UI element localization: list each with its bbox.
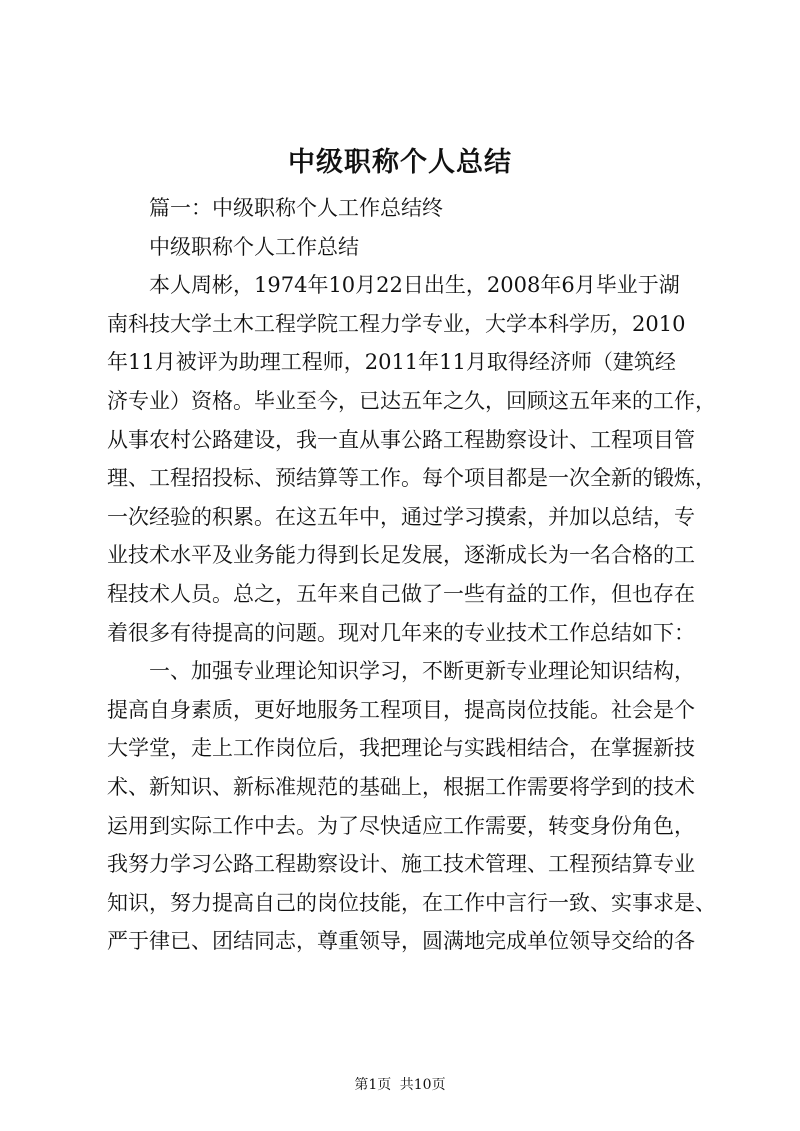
page-total: 共10页 — [399, 1077, 446, 1093]
body-line: 年11月被评为助理工程师，2011年11月取得经济师（建筑经 — [107, 350, 676, 375]
body-line: 严于律已、团结同志，尊重领导，圆满地完成单位领导交给的各 — [107, 929, 695, 954]
body-line: 运用到实际工作中去。为了尽快适应工作需要，转变身份角色， — [107, 813, 695, 838]
body-line: 济专业）资格。毕业至今，已达五年之久，回顾这五年来的工作， — [107, 388, 716, 413]
document-body — [107, 189, 716, 961]
body-line: 知识，努力提高自己的岗位技能，在工作中言行一致、实事求是、 — [107, 890, 716, 915]
body-line: 理、工程招投标、预结算等工作。每个项目都是一次全新的锻炼， — [107, 466, 716, 491]
document-title: 中级职称个人总结 — [288, 147, 512, 178]
body-line: 本人周彬，1974年10月22日出生，2008年6月毕业于湖 — [149, 273, 680, 298]
body-line: 着很多有待提高的问题。现对几年来的专业技术工作总结如下： — [107, 620, 695, 645]
body-line: 中级职称个人工作总结 — [149, 234, 359, 259]
page-footer — [0, 1074, 800, 1096]
body-line: 篇一：中级职称个人工作总结终 — [149, 196, 443, 220]
body-line: 术、新知识、新标准规范的基础上，根据工作需要将学到的技术 — [107, 774, 695, 799]
body-line: 大学堂，走上工作岗位后，我把理论与实践相结合，在掌握新技 — [107, 736, 695, 761]
body-line: 南科技大学土木工程学院工程力学专业，大学本科学历，2010 — [107, 311, 686, 336]
page-number: 第1页 — [354, 1077, 392, 1093]
body-line: 我努力学习公路工程勘察设计、施工技术管理、工程预结算专业 — [107, 852, 695, 877]
body-line: 提高自身素质，更好地服务工程项目，提高岗位技能。社会是个 — [107, 697, 695, 722]
body-line: 从事农村公路建设，我一直从事公路工程勘察设计、工程项目管 — [107, 427, 695, 452]
body-line: 一、加强专业理论知识学习，不断更新专业理论知识结构， — [149, 659, 695, 684]
body-line: 一次经验的积累。在这五年中，通过学习摸索，并加以总结，专 — [107, 504, 695, 529]
body-line: 业技术水平及业务能力得到长足发展，逐渐成长为一名合格的工 — [107, 543, 695, 568]
body-line: 程技术人员。总之，五年来自己做了一些有益的工作，但也存在 — [107, 581, 695, 606]
